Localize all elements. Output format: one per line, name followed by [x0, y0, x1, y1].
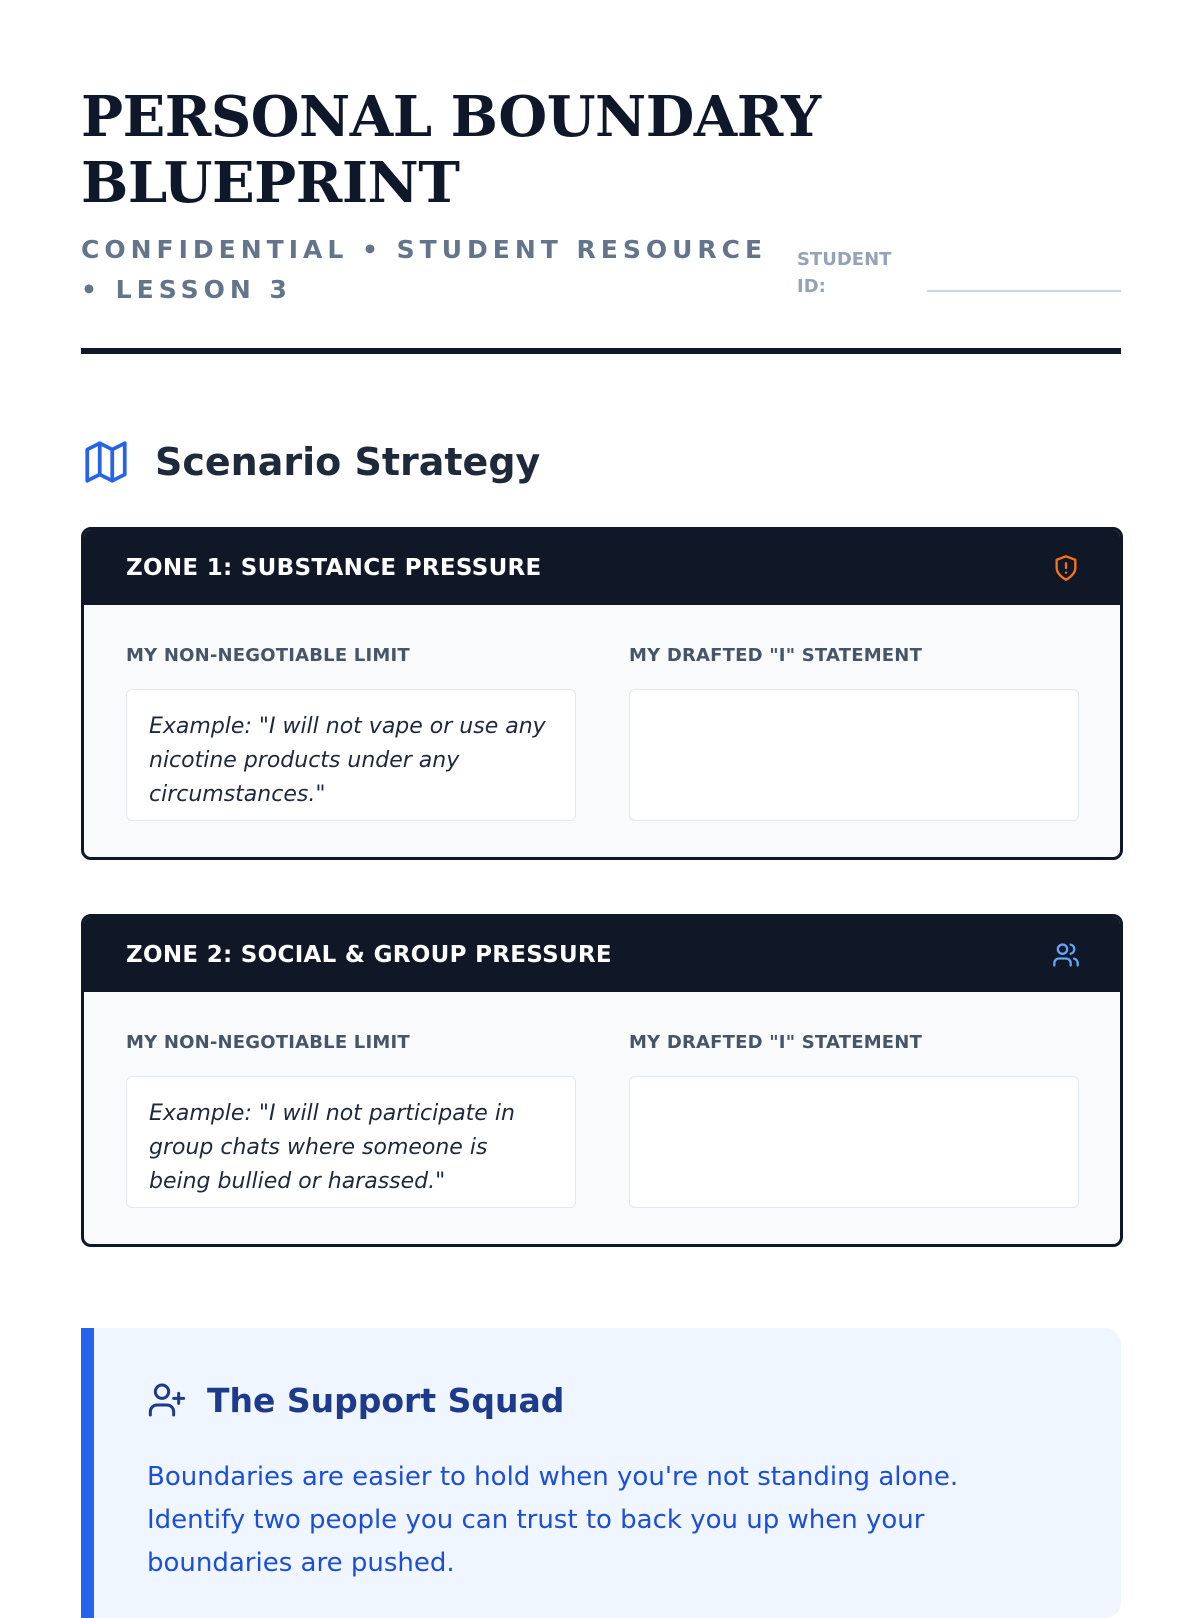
statement-field[interactable]: [629, 1076, 1079, 1208]
limit-field[interactable]: Example: "I will not vape or use any nicotine products under any circumstances.": [126, 689, 576, 821]
limit-column: [126, 1032, 576, 1208]
student-id-label: STUDENT ID:: [797, 249, 892, 297]
users-icon: [1052, 941, 1080, 969]
support-header: [147, 1380, 564, 1420]
page-title: PERSONAL BOUNDARY BLUEPRINT: [81, 84, 821, 216]
statement-column: [629, 1032, 1079, 1208]
limit-label: MY NON-NEGOTIABLE LIMIT: [126, 645, 410, 666]
page-subtitle: CONFIDENTIAL • STUDENT RESOURCE • LESSON 3: [81, 235, 768, 304]
map-icon: [81, 437, 131, 487]
zone-header: [84, 530, 1120, 605]
zone-title: ZONE 1: SUBSTANCE PRESSURE: [126, 554, 542, 581]
scenario-title: Scenario Strategy: [155, 440, 541, 484]
limit-label: MY NON-NEGOTIABLE LIMIT: [126, 1032, 410, 1053]
student-id-field[interactable]: [927, 290, 1121, 292]
support-title: The Support Squad: [207, 1380, 565, 1420]
shield-alert-icon: [1052, 554, 1080, 582]
support-accent-bar: [81, 1328, 94, 1618]
statement-column: [629, 645, 1079, 821]
zone-title: ZONE 2: SOCIAL & GROUP PRESSURE: [126, 941, 612, 968]
user-plus-icon: [147, 1380, 187, 1420]
zone-body: [84, 605, 1120, 857]
zone-card-substance: [81, 527, 1123, 860]
support-squad-panel: [81, 1328, 1121, 1618]
limit-column: [126, 645, 576, 821]
zone-card-social: [81, 914, 1123, 1247]
statement-label: MY DRAFTED "I" STATEMENT: [629, 1032, 923, 1053]
zone-body: [84, 992, 1120, 1244]
statement-label: MY DRAFTED "I" STATEMENT: [629, 645, 923, 666]
limit-field[interactable]: Example: "I will not participate in group chats where someone is being bullied or harassed.": [126, 1076, 576, 1208]
support-description: Boundaries are easier to hold when you're not standing alone. Identify two people you can trust to back you up when your boundaries are pushed.: [147, 1462, 959, 1578]
scenario-section-header: [81, 432, 540, 492]
zone-header: [84, 917, 1120, 992]
header-divider: [81, 348, 1121, 354]
statement-field[interactable]: [629, 689, 1079, 821]
